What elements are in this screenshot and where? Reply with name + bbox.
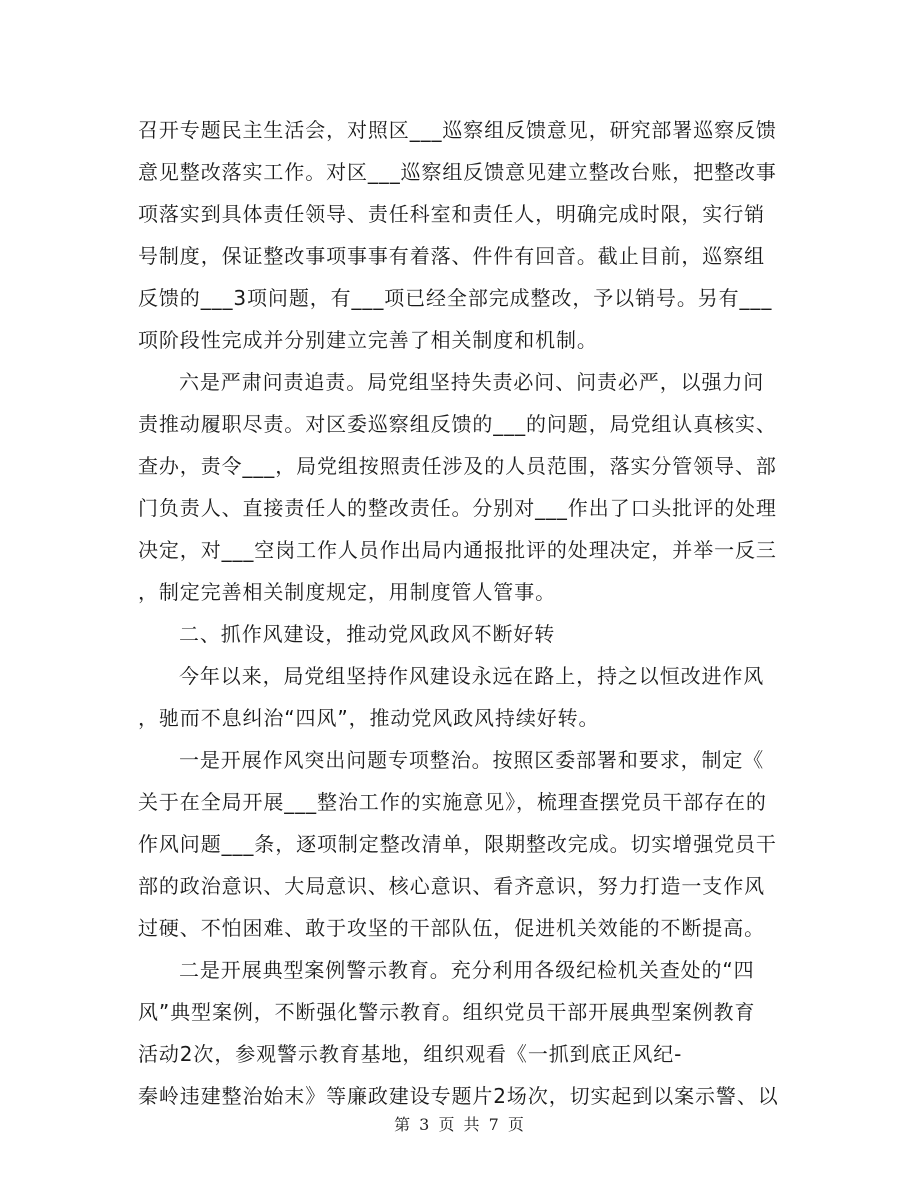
text-line-2: 意见整改落实工作。对区___巡察组反馈意见建立整改台账，把整改事 (138, 160, 777, 184)
text-line-6: 项阶段性完成并分别建立完善了相关制度和机制。 (138, 328, 598, 352)
text-line-20: 过硬、不怕困难、敢于攻坚的干部队伍，促进机关效能的不断提高。 (138, 916, 765, 940)
text-line-3: 项落实到具体责任领导、责任科室和责任人，明确完成时限，实行销 (138, 202, 765, 226)
text-line-11: 决定，对___空岗工作人员作出局内通报批评的处理决定，并举一反三 (138, 538, 777, 562)
text-line-16: 一是开展作风突出问题专项整治。按照区委部署和要求，制定《 (179, 748, 765, 772)
text-line-15: ，驰而不息纠治“四风”，推动党风政风持续好转。 (138, 706, 600, 730)
text-line-9: 查办，责令___，局党组按照责任涉及的人员范围，落实分管领导、部 (138, 454, 777, 478)
text-line-12: ，制定完善相关制度规定，用制度管人管事。 (138, 580, 556, 604)
text-line-21: 二是开展典型案例警示教育。充分利用各级纪检机关查处的“四 (179, 958, 755, 982)
text-line-4: 号制度，保证整改事项事事有着落、件件有回音。截止目前，巡察组 (138, 244, 765, 268)
text-line-18: 作风问题___条，逐项制定整改清单，限期整改完成。切实增强党员干 (138, 832, 777, 856)
page-footer: 第 3 页 共 7 页 (394, 1115, 526, 1134)
text-line-22: 风”典型案例，不断强化警示教育。组织党员干部开展典型案例教育 (138, 1000, 756, 1024)
text-line-19: 部的政治意识、大局意识、核心意识、看齐意识，努力打造一支作风 (138, 874, 765, 898)
text-line-8: 责推动履职尽责。对区委巡察组反馈的___的问题，局党组认真核实、 (138, 412, 777, 436)
text-line-14: 今年以来，局党组坚持作风建设永远在路上，持之以恒改进作风 (179, 664, 765, 688)
text-line-1: 召开专题民主生活会，对照区___巡察组反馈意见，研究部署巡察反馈 (138, 118, 777, 142)
text-line-10: 门负责人、直接责任人的整改责任。分别对___作出了口头批评的处理 (138, 496, 777, 520)
text-line-5: 反馈的___3项问题，有___项已经全部完成整改，予以销号。另有___ (138, 286, 773, 310)
section-heading: 二、抓作风建设，推动党风政风不断好转 (179, 622, 556, 646)
text-line-24: 秦岭违建整治始末》等廉政建设专题片2场次，切实起到以案示警、以 (138, 1084, 779, 1108)
text-line-17: 关于在全局开展___整治工作的实施意见》，梳理查摆党员干部存在的 (138, 790, 767, 814)
text-line-7: 六是严肃问责追责。局党组坚持失责必问、问责必严，以强力问 (179, 370, 765, 394)
text-line-23: 活动2次，参观警示教育基地，组织观看《一抓到底正风纪- (138, 1042, 683, 1066)
